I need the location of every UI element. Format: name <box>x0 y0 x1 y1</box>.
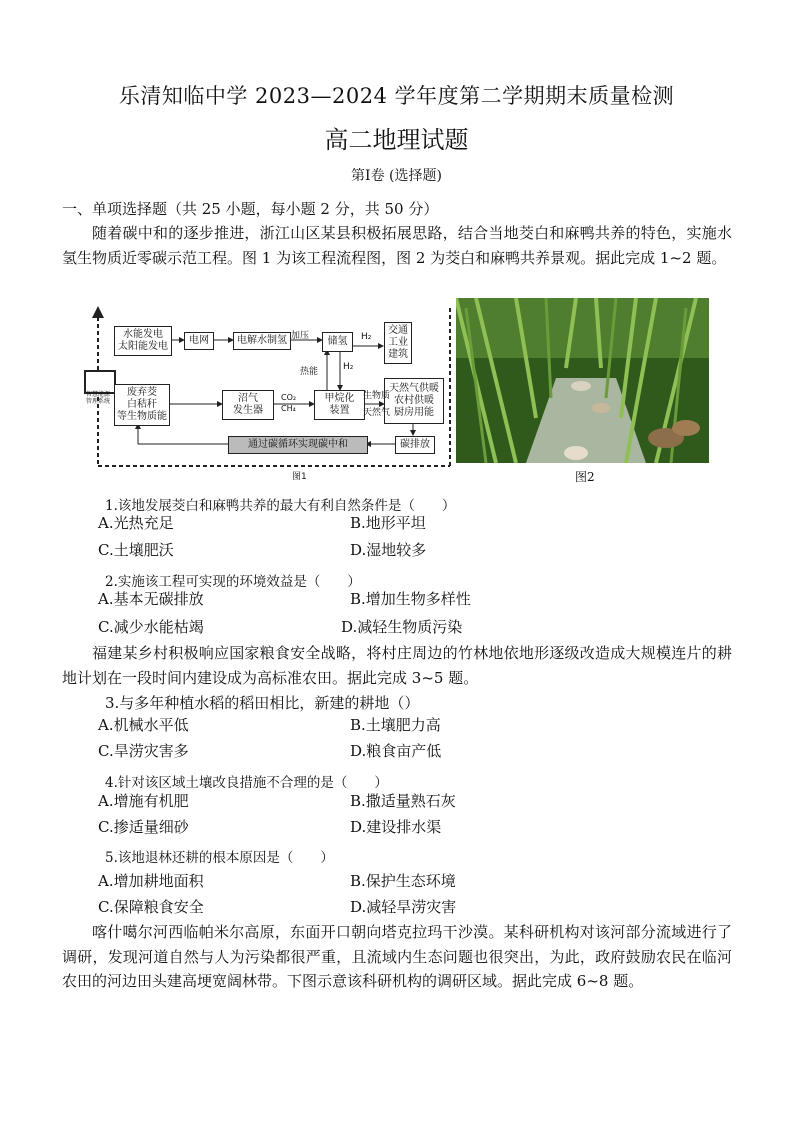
label-biomass: 生物质 <box>363 391 391 401</box>
question-2-option-a: A.基本无碳排放 <box>98 590 204 608</box>
question-2-option-c: C.减少水能枯竭 <box>98 618 204 636</box>
box-transport-industry: 交通 工业 建筑 <box>384 322 412 364</box>
question-2-option-b: B.增加生物多样性 <box>350 590 471 608</box>
volume-label: 第Ⅰ卷 (选择题) <box>351 168 442 184</box>
question-1-stem: 1.该地发展茭白和麻鸭共养的最大有利自然条件是（ ） <box>105 498 456 514</box>
question-2-option-d: D.减轻生物质污染 <box>341 618 463 636</box>
paper-title: 高二地理试题 <box>324 126 469 154</box>
question-5-option-d: D.减轻旱涝灾害 <box>350 898 457 916</box>
question-2-stem: 2.实施该工程可实现的环境效益是（ ） <box>105 574 361 590</box>
figure-1-flowchart <box>78 298 453 483</box>
question-1-option-c: C.土壤肥沃 <box>98 541 174 559</box>
label-h2-down: H₂ <box>343 362 354 372</box>
figure-2-caption: 图2 <box>575 470 595 484</box>
figure-2-photo <box>456 298 709 463</box>
box-biogas: 沼气 发生器 <box>222 390 274 420</box>
question-1-option-b: B.地形平坦 <box>350 514 426 532</box>
passage-2: 福建某乡村积极响应国家粮食安全战略，将村庄周边的竹林地依地形逐级改造成大规模连片的耕地计划在一段时间内建设成为高标准农田。据此完成 3~5 题。 <box>62 644 732 687</box>
box-grid: 电网 <box>184 332 214 350</box>
question-3-stem: 3.与多年种植水稻的稻田相比，新建的耕地（） <box>105 694 420 712</box>
question-4-option-d: D.建设排水渠 <box>350 818 442 836</box>
question-5-option-b: B.保护生态环境 <box>350 872 456 890</box>
box-hydro-solar: 水能发电 太阳能发电 <box>114 326 172 356</box>
question-5-option-a: A.增加耕地面积 <box>98 872 204 890</box>
school-title: 乐清知临中学 2023—2024 学年度第二学期期末质量检测 <box>118 84 675 108</box>
question-1-option-a: A.光热充足 <box>98 514 174 532</box>
question-3-option-c: C.旱涝灾害多 <box>98 742 189 760</box>
label-h2-out: H₂ <box>361 332 372 342</box>
question-3-option-d: D.粮食亩产低 <box>350 742 442 760</box>
box-carbon-cycle: 通过碳循环实现碳中和 <box>228 436 368 454</box>
question-4-option-a: A.增施有机肥 <box>98 792 189 810</box>
figure-1-caption: 图1 <box>292 472 307 482</box>
box-waste-biomass: 废弃茭 白秸秆 等生物质能 <box>114 384 170 426</box>
question-4-option-b: B.撒适量熟石灰 <box>350 792 456 810</box>
passage-1: 随着碳中和的逐步推进，浙江山区某县积极拓展思路，结合当地茭白和麻鸭共养的特色，实施水氢生物质近零碳示范工程。图 1 为该工程流程图，图 2 为茭白和麻鸭共养景观。据此完成 1~2 题。 <box>62 224 732 267</box>
box-electrolysis: 电解水制氢 <box>233 332 291 350</box>
box-methanation: 甲烷化 装置 <box>314 390 365 420</box>
box-h2-storage: 储氢 <box>322 332 353 352</box>
question-5-option-c: C.保障粮食安全 <box>98 898 204 916</box>
question-4-option-c: C.掺适量细砂 <box>98 818 189 836</box>
box-energy-supply: 天然气供暖 农村供暖 厨房用能 <box>384 378 444 424</box>
passage-3: 喀什噶尔河西临帕米尔高原，东面开口朝向塔克拉玛干沙漠。某科研机构对该河部分流域进行了调研，发现河道自然与人为污染都很严重，且流域内生态问题也很突出，为此，政府鼓励农民在临河农田的河边田头建高埂宽阔林带。下图示意该科研机构的调研区域。据此完成 6~8 题。 <box>62 923 732 990</box>
section-heading: 一、单项选择题（共 25 小题，每小题 2 分，共 50 分） <box>62 200 439 218</box>
smart-system-label: 智慧能源 管理系统 <box>85 391 110 405</box>
box-carbon-emission: 碳排放 <box>395 436 435 454</box>
label-heat: 热能 <box>300 367 319 377</box>
label-natural-gas: 天然气 <box>363 408 391 418</box>
question-5-stem: 5.该地退林还耕的根本原因是（ ） <box>105 850 334 866</box>
label-ch4: CH₄ <box>281 404 296 413</box>
question-4-stem: 4.针对该区域土壤改良措施不合理的是（ ） <box>105 775 388 791</box>
question-3-option-a: A.机械水平低 <box>98 716 189 734</box>
label-pressurize: 加压 <box>291 331 310 341</box>
rice-field-duck-image <box>456 298 709 463</box>
question-3-option-b: B.土壤肥力高 <box>350 716 441 734</box>
question-1-option-d: D.湿地较多 <box>350 541 427 559</box>
label-co2: CO₂ <box>281 393 297 402</box>
